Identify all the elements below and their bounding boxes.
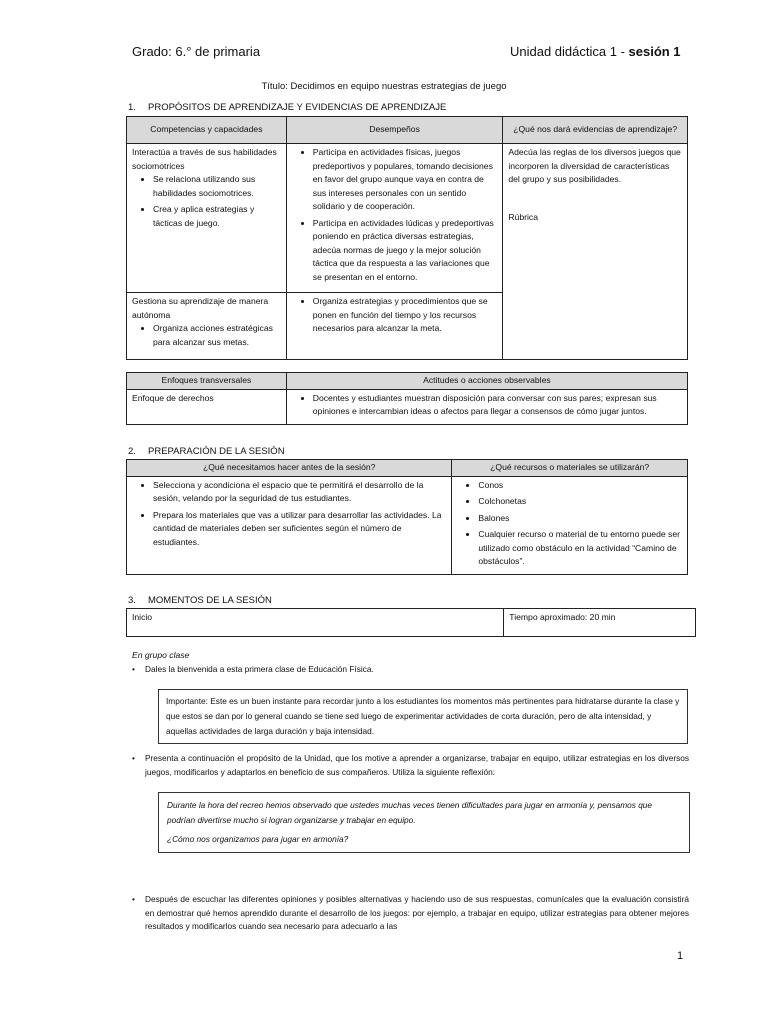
- col-antes: ¿Qué necesitamos hacer antes de la sesión?: [127, 460, 452, 477]
- desempeno-item: • Organiza estrategias y procedimientos que se ponen en función del tiempo y los recursos necesarios para alcanzar la meta.: [313, 295, 498, 336]
- page-number: 1: [677, 950, 684, 962]
- antes-cell: [127, 476, 452, 574]
- inicio-cell: Inicio: [127, 609, 504, 637]
- preparation-table: [126, 459, 688, 575]
- unit-label: Unidad didáctica 1 -: [510, 44, 629, 59]
- reflection-box: [158, 792, 690, 853]
- capacidad-item: • Se relaciona utilizando sus habilidades sociomotrices.: [153, 173, 281, 200]
- recurso-item: • Cualquier recurso o material de tu entorno puede ser utilizado como obstáculo en la actividad “Camino de obstáculos”.: [478, 528, 682, 569]
- important-box: Importante: Este es un buen instante para recordar junto a los estudiantes los momentos más pertinentes para hidratarse durante la clase y que estos se dan por lo general cuando se tiene sed luego de experimentar actividades de corta duración, pero de alta intensidad, y aquellas actividades de larga duración y baja intensidad.: [158, 689, 688, 744]
- desempeno-item: • Participa en actividades lúdicas y predeportivas poniendo en práctica diversas estrategias, adecúa normas de juego y la mejor solución táctica que da respuesta a las variaciones que se presentan en el entorno.: [313, 217, 498, 285]
- welcome-bullet: • Dales la bienvenida a esta primera clase de Educación Física.: [145, 663, 685, 677]
- reflection-question: ¿Cómo nos organizamos para jugar en armonía?: [167, 834, 349, 844]
- evaluation-bullet: • Después de escuchar las diferentes opiniones y posibles alternativas y haciendo uso de sus respuestas, comunícales que la evaluación consistirá en demostrar qué hemos aprendido durante el desarrollo de los juegos: por ejemplo, a trabajar en equipo, utilizar estrategias para obtener mejores resultados y modificarlos cuando sea necesario para adecuarlo a las: [145, 893, 689, 934]
- col-evidencias: ¿Qué nos dará evidencias de aprendizaje?: [503, 117, 688, 144]
- unit-header: [510, 44, 681, 59]
- competencia-cell-2: Gestiona su aprendizaje de manera autónoma • Organiza acciones estratégicas para alcanzar sus metas.: [127, 293, 287, 360]
- recurso-item: • Balones: [478, 512, 682, 526]
- desempenos-cell: [286, 144, 503, 293]
- section1-heading: 1. PROPÓSITOS DE APRENDIZAJE Y EVIDENCIAS DE APRENDIZAJE: [128, 102, 447, 113]
- recursos-cell: [452, 476, 688, 574]
- competencia-cell: Interactúa a través de sus habilidades sociomotrices • Se relaciona utilizando sus habilidades sociomotrices. • Crea y aplica estrategias y tácticas de juego.: [127, 144, 287, 293]
- section2-heading: 2. PREPARACIÓN DE LA SESIÓN: [128, 446, 285, 457]
- recurso-item: • Conos: [478, 479, 682, 493]
- group-subheading: En grupo clase: [132, 650, 190, 660]
- col-enfoques: Enfoques transversales: [127, 373, 287, 390]
- antes-item: • Prepara los materiales que vas a utilizar para desarrollar las actividades. La cantidad de materiales deben ser suficientes según el número de estudiantes.: [153, 509, 446, 550]
- desempeno-item: • Participa en actividades físicas, juegos predeportivos y populares, tomando decisiones en favor del grupo aunque vaya en contra de sus intereses personales con un sentido solidario y de cooperación.: [313, 146, 498, 214]
- col-actitudes: Actitudes o acciones observables: [286, 373, 687, 390]
- tiempo-cell: Tiempo aproximado: 20 min: [504, 609, 696, 637]
- session-title: Título: Decidimos en equipo nuestras estrategias de juego: [261, 81, 507, 92]
- session-label: sesión 1: [628, 44, 681, 59]
- actitud-cell: • Docentes y estudiantes muestran disposición para conversar con sus pares; expresan sus opiniones e intercambian ideas o afectos para llegar a consensos de cómo jugar juntos.: [286, 389, 687, 424]
- col-recursos: ¿Qué recursos o materiales se utilizarán?: [452, 460, 688, 477]
- grade-value: 6.° de primaria: [175, 44, 261, 59]
- section3-heading: 3. MOMENTOS DE LA SESIÓN: [128, 595, 272, 606]
- capacidad-item: • Organiza acciones estratégicas para alcanzar sus metas.: [153, 322, 281, 349]
- grade-header: [132, 44, 260, 59]
- evidencia-cell: Adecúa las reglas de los diversos juegos que incorporen la diversidad de características del grupo y sus posibilidades. Rúbrica: [503, 144, 688, 360]
- moments-table: [126, 608, 696, 637]
- enfoques-table: [126, 372, 688, 425]
- grade-label: Grado:: [132, 44, 172, 59]
- recurso-item: • Colchonetas: [478, 495, 682, 509]
- antes-item: • Selecciona y acondiciona el espacio que te permitirá el desarrollo de la sesión, velando por la seguridad de tus estudiantes.: [153, 479, 446, 506]
- capacidad-item: • Crea y aplica estrategias y tácticas de juego.: [153, 203, 281, 230]
- desempenos-cell-2: [286, 293, 503, 360]
- reflection-text: Durante la hora del recreo hemos observado que ustedes muchas veces tienen dificultades para jugar en armonía y, pensamos que podrían divertirse mucho si logran organizarse y trabajar en equipo.: [167, 800, 653, 825]
- enfoque-cell: Enfoque de derechos: [127, 389, 287, 424]
- col-competencias: Competencias y capacidades: [127, 117, 287, 144]
- purpose-bullet: • Presenta a continuación el propósito de la Unidad, que los motive a aprender a organizarse, trabajar en equipo, utilizar estrategias en los diversos juegos, modificarlos y adaptarlos en beneficio de sus compañeros. Utiliza la siguiente reflexión:: [145, 752, 689, 779]
- purposes-table: [126, 116, 688, 360]
- col-desempenos: Desempeños: [286, 117, 503, 144]
- instrumento: Rúbrica: [508, 211, 538, 222]
